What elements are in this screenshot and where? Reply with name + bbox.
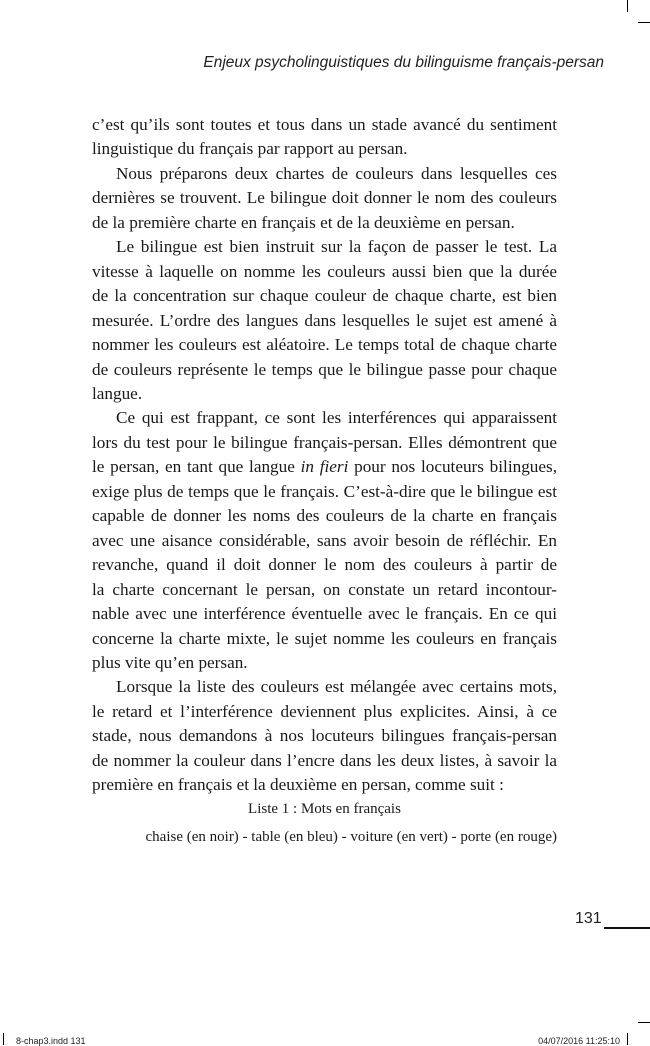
page-body bbox=[92, 113, 557, 848]
paragraph bbox=[92, 235, 557, 406]
paragraph bbox=[92, 406, 557, 675]
text-line: c’est qu’ils sont toutes et tous dans un stade avancé du sentiment bbox=[92, 115, 557, 134]
text-line: capable de donner les noms des couleurs de la charte en français bbox=[92, 506, 557, 526]
text-line: exige plus de temps que le français. C’est-à-dire que le bilingue est bbox=[92, 481, 557, 501]
slug-file: 8-chap3.indd 131 bbox=[16, 1036, 86, 1046]
paragraph bbox=[92, 113, 557, 162]
paragraphs bbox=[92, 113, 557, 798]
text-line: linguistique du français par rapport au persan. bbox=[92, 139, 408, 159]
text-line: nable avec une interférence éventuelle avec le français. En ce qui bbox=[92, 604, 557, 624]
text-line: plus vite qu’en persan. bbox=[92, 652, 248, 672]
slug-date: 04/07/2016 11:25:10 bbox=[538, 1036, 620, 1046]
text-line: mesurée. L’ordre des langues dans lesquelles le sujet est amené à bbox=[92, 310, 557, 330]
list-example: chaise (en noir) - table (en bleu) - voiture (en vert) - porte (en rouge) bbox=[145, 828, 557, 845]
crop-mark bbox=[638, 1022, 650, 1023]
page-number-rule bbox=[604, 927, 650, 929]
text-line: Le bilingue est bien instruit sur la façon de passer le test. La bbox=[116, 237, 557, 257]
text-line: concerne la charte mixte, le sujet nomme les couleurs en français bbox=[92, 628, 557, 648]
text-line: lors du test pour le bilingue français-persan. Elles démontrent que bbox=[92, 432, 557, 452]
text-line: première en français et la deuxième en persan, comme suit : bbox=[92, 775, 504, 795]
text-line: Lorsque la liste des couleurs est mélangée avec certains mots, bbox=[116, 677, 557, 697]
text-line: revanche, quand il doit donner le nom des couleurs à partir de bbox=[92, 555, 557, 575]
crop-mark bbox=[3, 1033, 4, 1045]
text-line: le retard et l’interférence deviennent plus explicites. Ainsi, à ce bbox=[92, 701, 557, 721]
running-header: Enjeux psycholinguistiques du bilinguisme français-persan bbox=[203, 54, 604, 71]
text-line: Ce qui est frappant, ce sont les interférences qui apparaissent bbox=[116, 408, 557, 428]
paragraph bbox=[92, 675, 557, 797]
paragraph bbox=[92, 162, 557, 235]
text-line: de la première charte en français et de la deuxième en persan. bbox=[92, 212, 515, 232]
text-line: de nommer la couleur dans l’encre dans les deux listes, à savoir la bbox=[92, 750, 557, 770]
text-line: avec une aisance considérable, sans avoir besoin de réfléchir. En bbox=[92, 530, 557, 550]
crop-mark bbox=[627, 0, 628, 12]
text-line: le persan, en tant que langue in fieri pour nos locuteurs bilingues, bbox=[92, 457, 557, 477]
page-number: 131 bbox=[575, 910, 602, 927]
text-line: Nous préparons deux chartes de couleurs dans lesquelles ces bbox=[116, 163, 557, 183]
text-line: dernières se trouvent. Le bilingue doit donner le nom des couleurs bbox=[92, 188, 557, 208]
crop-mark bbox=[638, 22, 650, 23]
text-line: vitesse à laquelle on nomme les couleurs aussi bien que la durée bbox=[92, 261, 557, 281]
text-line: de la concentration sur chaque couleur de chaque charte, est bien bbox=[92, 286, 557, 306]
list-caption: Liste 1 : Mots en français bbox=[248, 800, 401, 817]
text-line: nommer les couleurs est aléatoire. Le temps total de chaque charte bbox=[92, 335, 557, 355]
text-line: de couleurs représente le temps que le bilingue passe pour chaque bbox=[92, 359, 557, 379]
text-line: la charte concernant le persan, on constate un retard incontour- bbox=[92, 579, 557, 599]
text-line: stade, nous demandons à nos locuteurs bilingues français-persan bbox=[92, 726, 557, 746]
text-line: langue. bbox=[92, 383, 143, 403]
crop-mark bbox=[627, 1033, 628, 1045]
